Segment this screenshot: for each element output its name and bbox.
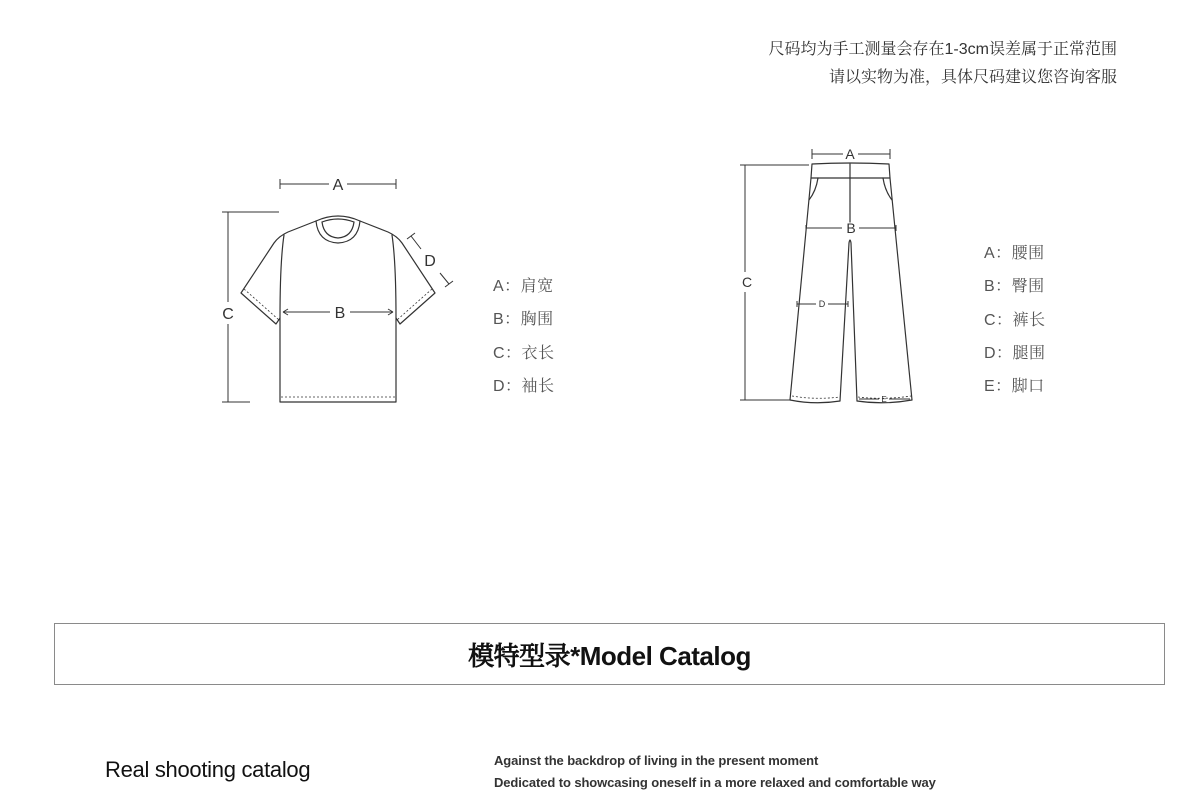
- dimension-tick: [407, 233, 415, 239]
- legend-item-shoulder-width: A：肩宽: [493, 278, 554, 295]
- pants-dimension-a: [812, 146, 890, 162]
- dimension-label-d: D: [818, 299, 826, 309]
- dimension-tick: [445, 281, 453, 287]
- pants-dimension-d: [797, 299, 848, 309]
- tagline-line-2: Dedicated to showcasing oneself in a more relaxed and comfortable way: [494, 775, 936, 790]
- pants-dimension-c: [740, 165, 809, 400]
- legend-item-hip: B：臀围: [984, 278, 1045, 296]
- pants-inseam: [840, 240, 857, 401]
- dimension-label-b: B: [334, 305, 346, 322]
- dimension-label-a: A: [845, 146, 855, 162]
- legend-item-length: C：衣长: [493, 344, 555, 362]
- legend-item-pants-length: C：裤长: [984, 311, 1046, 329]
- pants-left-hem-stitch: [792, 396, 840, 398]
- tshirt-diagram: [222, 177, 453, 402]
- legend-item-sleeve: D：袖长: [493, 377, 555, 395]
- legend-item-waist: A：腰围: [984, 245, 1045, 262]
- tshirt-left-cuff-stitch: [244, 289, 279, 320]
- tshirt-dimension-c: [222, 212, 279, 402]
- dimension-label-d: D: [424, 253, 436, 270]
- pants-diagram: [740, 146, 912, 404]
- dimension-label-c: C: [741, 274, 753, 290]
- pants-left-hem: [790, 400, 840, 403]
- dimension-label-a: A: [332, 177, 344, 194]
- tshirt-dimension-a: [280, 177, 396, 194]
- dimension-line: [440, 273, 449, 284]
- tshirt-left-armhole-seam: [280, 235, 284, 318]
- tshirt-right-cuff-stitch: [397, 289, 432, 320]
- catalog-title: 模特型录*Model Catalog: [468, 640, 751, 671]
- tshirt-collar-back-inner: [322, 219, 354, 222]
- tshirt-collar-front-inner: [322, 222, 354, 238]
- pants-right-outer-seam: [890, 178, 912, 400]
- model-catalog-header: [54, 623, 1165, 685]
- legend-item-chest: B：胸围: [493, 311, 554, 329]
- tshirt-right-armhole-seam: [392, 235, 396, 318]
- legend-item-thigh: D：腿围: [984, 344, 1046, 362]
- dimension-label-e: E: [881, 395, 887, 404]
- note-line-2: 请以实物为准，具体尺码建议您咨询客服: [828, 69, 1117, 86]
- note-line-1: 尺码均为手工测量会存在1-3cm误差属于正常范围: [768, 41, 1117, 58]
- dimension-line: [411, 236, 421, 249]
- tshirt-legend: [493, 270, 555, 403]
- dimension-label-c: C: [222, 306, 234, 323]
- catalog-tagline: [494, 750, 936, 794]
- legend-item-leg-opening: E：脚口: [984, 378, 1045, 396]
- tagline-line-1: Against the backdrop of living in the present moment: [494, 753, 819, 768]
- pants-dimension-b: [806, 220, 896, 236]
- dimension-label-b: B: [846, 220, 856, 236]
- tshirt-dimension-b: [283, 305, 393, 322]
- pants-left-outer-seam: [790, 178, 811, 400]
- catalog-subtitle: Real shooting catalog: [105, 757, 311, 782]
- pants-legend: [984, 237, 1046, 404]
